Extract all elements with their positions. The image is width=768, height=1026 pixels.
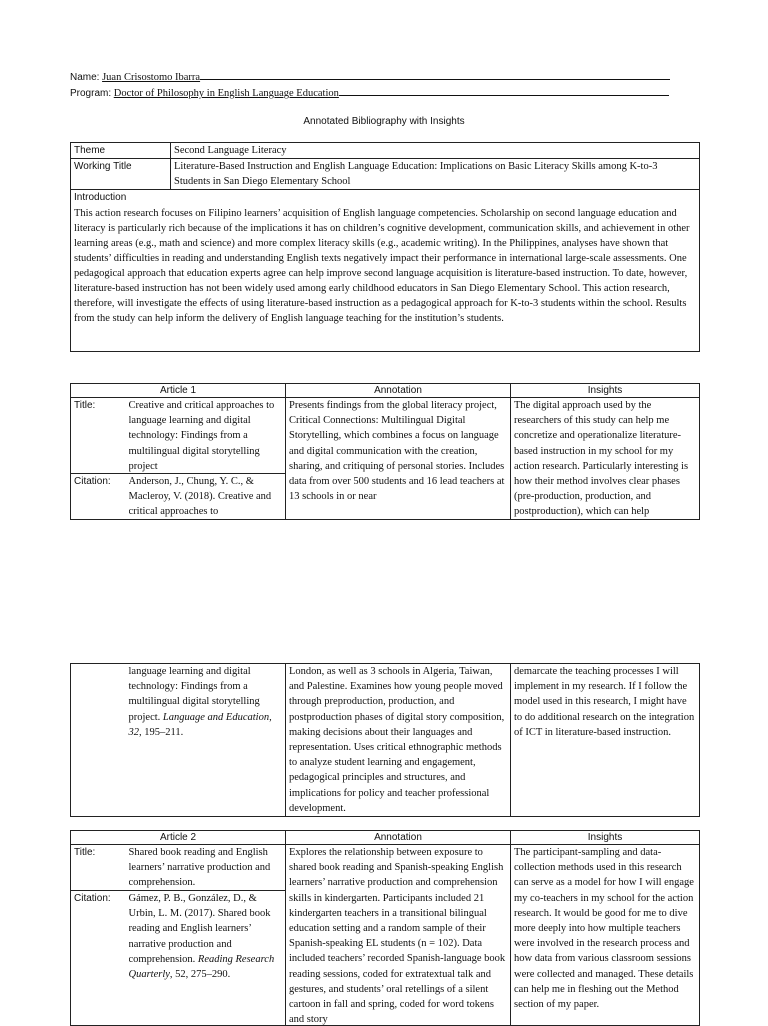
article1-cont-pages: 195–211. [144, 726, 184, 738]
introduction-cell [71, 190, 700, 352]
article2-title-text: Shared book reading and English learners’ narrative production and comprehension. [128, 847, 271, 889]
article1-insights-text: The digital approach used by the researchers of this study can help me concretize and operationalize literature-based instruction in my school for my action research. Particularly interesting is how their method involves clear phases (pre-production, production, and postproduction), which can help [514, 400, 689, 518]
article1-cont-empty-cell [71, 664, 126, 817]
name-label: Name: [70, 72, 100, 83]
article1-citation-label: Citation: [71, 473, 126, 519]
article1-insights [511, 398, 700, 520]
page-title: Annotated Bibliography with Insights [303, 116, 465, 127]
theme-table [70, 142, 700, 352]
article2-citation-pages: , 52, 275–290. [169, 969, 231, 981]
article1-citation-text: Anderson, J., Chung, Y. C., & Macleroy, V. (2018). Creative and critical approaches to [128, 475, 272, 518]
article2-table [70, 830, 700, 1026]
introduction-heading: Introduction [74, 192, 127, 203]
article1-cont-insights: demarcate the teaching processes I will implement in my research. If I follow the model used in this research, I might have to do additional research on the integration of ICT in literature-based instruction. [511, 664, 700, 817]
article2-insights-text: The participant-sampling and data-collection methods used in this research can serve as a model for how I will engage my co-teachers in my school for the action research. It would be good for me to dive more deeply into how multiple teachers were involved in the research process and how data from various classroom sessions were collected and managed. These details can help me in fleshing out the Method section of my paper. [514, 847, 694, 1011]
theme-label: Theme [71, 143, 171, 159]
program-value: Doctor of Philosophy in English Language Education [113, 88, 339, 99]
article1-annotation-text: Presents findings from the global literacy project, Critical Connections: Multilingual Digital Storytelling, which combines a focus on language and digital communication with the creation, sharing, and critiquing of personal stories. Includes data from over 500 students and 16 lead teachers at 13 schools in or near [289, 400, 505, 503]
article1-insights-header: Insights [511, 384, 700, 398]
article2-citation-journal: Reading Research Quarterly [128, 953, 275, 981]
article2-annotation [286, 845, 511, 1026]
program-line [70, 86, 669, 99]
article1-title-text: Creative and critical approaches to language learning and digital technology: Findings from a multilingual digital storytelling project [128, 400, 275, 472]
article2-citation [126, 891, 286, 1026]
article1-continued-table [70, 663, 700, 817]
article1-annotation-header: Annotation [286, 384, 511, 398]
article1-annotation [286, 398, 511, 520]
article2-header: Article 2 [71, 831, 286, 845]
program-underline [339, 86, 669, 96]
article1-cont-journal: Language and Education, 32, [128, 711, 272, 738]
name-line [70, 70, 670, 83]
article2-annotation-text: Explores the relationship between exposure to shared book reading and Spanish-speaking English learners’ narrative production and comprehension skills in kindergarten. Participants included 21 kindergarten teachers in a transitional bilingual education setting and a random sample of their Spanish-speaking EL students (n = 102). Data included teachers’ recorded Spanish-language book reading sessions, coded for extratextual talk and gestures, and students’ oral retellings of a silent cartoon in fall and spring, coded for word tokens and story [289, 847, 506, 1025]
article1-header: Article 1 [71, 384, 286, 398]
article2-citation-text-wrap [129, 891, 283, 1025]
introduction-text: This action research focuses on Filipino learners’ acquisition of English language competencies. Scholarship on second language education and literacy is particularly rich because of the implications it has on children’s cognitive development, communication skills, and achievement in other learning areas (e.g., math and science) and more complex literacy skills (e.g., academic writing). In the Philippines, analyses have shown that students’ difficulties in reading and understanding English texts negatively impact their performance in international large-scale assessments. One pedagogical approach that education experts agree can help improve second language acquisition is literature-based instruction. To date, however, literature-based instruction has not been widely used among early childhood educators in San Diego Elementary School. This action research, therefore, will investigate the effects of using literature-based instruction as a pedagogical approach for K-to-3 students within the school. Results from the study can help inform the delivery of English language teaching for the institution’s students. [74, 208, 690, 324]
article1-title-label: Title: [71, 398, 126, 474]
article1-cont-annotation [286, 664, 511, 817]
working-title-label: Working Title [71, 159, 171, 190]
working-title-value: Literature-Based Instruction and English Language Education: Implications on Basic Literacy Skills among K-to-3 Students in San Diego Elementary School [171, 159, 700, 190]
article2-title [126, 845, 286, 891]
article1-citation [126, 473, 286, 519]
article1-table [70, 383, 700, 520]
name-underline [200, 70, 670, 80]
article2-annotation-header: Annotation [286, 831, 511, 845]
article2-citation-text: Gámez, P. B., González, D., & Urbin, L. M. (2017). Shared book reading and English learners’ narrative production and comprehension. [128, 893, 271, 965]
program-label: Program: [70, 88, 112, 99]
article1-cont-citation [126, 664, 286, 817]
article2-insights-header: Insights [511, 831, 700, 845]
article2-citation-label: Citation: [71, 891, 126, 1026]
article2-insights [511, 845, 700, 1026]
theme-value: Second Language Literacy [171, 143, 700, 159]
name-value: Juan Crisostomo Ibarra [102, 72, 201, 83]
article2-title-label: Title: [71, 845, 126, 891]
article1-cont-citation-text: language learning and digital technology: Findings from a multilingual digital storytelling project. [128, 666, 260, 723]
article1-title [126, 398, 286, 474]
article1-cont-annotation-text: London, as well as 3 schools in Algeria, Taiwan, and Palestine. Examines how young people moved through preproduction, production, and postproduction phases of digital story composition, making decisions about their languages and representation. Uses critical ethnographic methods to analyze student learning and engagement, pedagogical principles and structures, and implications for policy and teacher professional development. [289, 666, 505, 814]
